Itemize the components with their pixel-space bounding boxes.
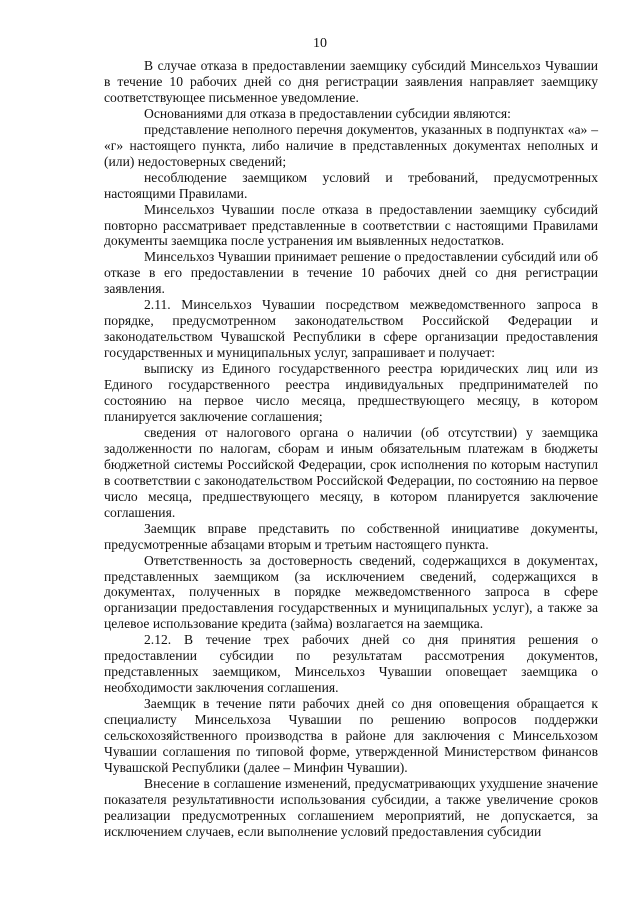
paragraph-repeat-review: Минсельхоз Чувашии после отказа в предоставлении заемщику субсидий повторно рассматривает представленные в соответствии с настоящими Правилами документы заемщика после устранения им выявленных недостатков. — [104, 201, 598, 249]
paragraph-responsibility: Ответственность за достоверность сведений, содержащихся в документах, представленных заемщиком (за исключением сведений, содержащихся в документах, полученных в порядке межведомственного запроса в сфере организации предоставления государственных и муниципальных услуг), а также за целевое использование кредита (займа) возлагается на заемщика. — [104, 552, 598, 632]
paragraph-registry-extract: выписку из Единого государственного реестра юридических лиц или из Единого государственного реестра индивидуальных предпринимателей по состоянию на первое число месяца, предшествующего месяцу, в котором планируется заключение соглашения; — [104, 361, 598, 424]
paragraph-incomplete-documents: представление неполного перечня документов, указанных в подпунктах «а» – «г» настоящего пункта, либо наличие в представленных документах неполных и (или) недостоверных сведений; — [104, 121, 598, 169]
paragraph-tax-info: сведения от налогового органа о наличии (об отсутствии) у заемщика задолженности по налогам, сборам и иным обязательным платежам в бюджеты бюджетной системы Российской Федерации, срок исполнения по которым наступил в соответствии с законодательством Российской Федерации, по состоянию на первое число месяца, предшествующего месяцу, в котором планируется заключение соглашения. — [104, 424, 598, 520]
paragraph-decision-deadline: Минсельхоз Чувашии принимает решение о предоставлении субсидий или об отказе в его предоставлении в течение 10 рабочих дней со дня регистрации заявления. — [104, 249, 598, 297]
document-body — [104, 58, 598, 840]
paragraph-refusal-notice: В случае отказа в предоставлении заемщику субсидий Минсельхоз Чувашии в течение 10 рабочих дней со дня регистрации заявления направляет заемщику соответствующее письменное уведомление. — [104, 58, 598, 105]
paragraph-refusal-grounds: Основаниями для отказа в предоставлении субсидии являются: — [144, 105, 511, 121]
paragraph-agreement-signing: Заемщик в течение пяти рабочих дней со дня оповещения обращается к специалисту Минсельхоза Чувашии по решению вопросов поддержки сельскохозяйственного производства в районе для заключения с Минсельхозом Чувашии соглашения по типовой форме, утвержденной Министерством финансов Чувашской Республики (далее – Минфин Чувашии). — [104, 696, 598, 775]
paragraph-own-initiative: Заемщик вправе представить по собственной инициативе документы, предусмотренные абзацами вторым и третьим настоящего пункта. — [104, 520, 598, 552]
paragraph-clause-2-11: 2.11. Минсельхоз Чувашии посредством межведомственного запроса в порядке, предусмотренном законодательством Российской Федерации и законодательством Чувашской Республики в сфере организации предоставления государственных и муниципальных услуг, запрашивает и получает: — [104, 297, 598, 361]
paragraph-amendments: Внесение в соглашение изменений, предусматривающих ухудшение значение показателя результативности использования субсидии, а также увеличение сроков реализации предусмотренных соглашением мероприятий, не допускается, за исключением случаев, если выполнение условий предоставления субсидии — [104, 775, 598, 839]
page-number: 10 — [313, 36, 327, 51]
paragraph-noncompliance: несоблюдение заемщиком условий и требований, предусмотренных настоящими Правилами. — [104, 169, 598, 201]
paragraph-clause-2-12: 2.12. В течение трех рабочих дней со дня принятия решения о предоставлении субсидии по результатам рассмотрения документов, представленных заемщиком, Минсельхоз Чувашии оповещает заемщика о необходимости заключения соглашения. — [104, 632, 598, 696]
